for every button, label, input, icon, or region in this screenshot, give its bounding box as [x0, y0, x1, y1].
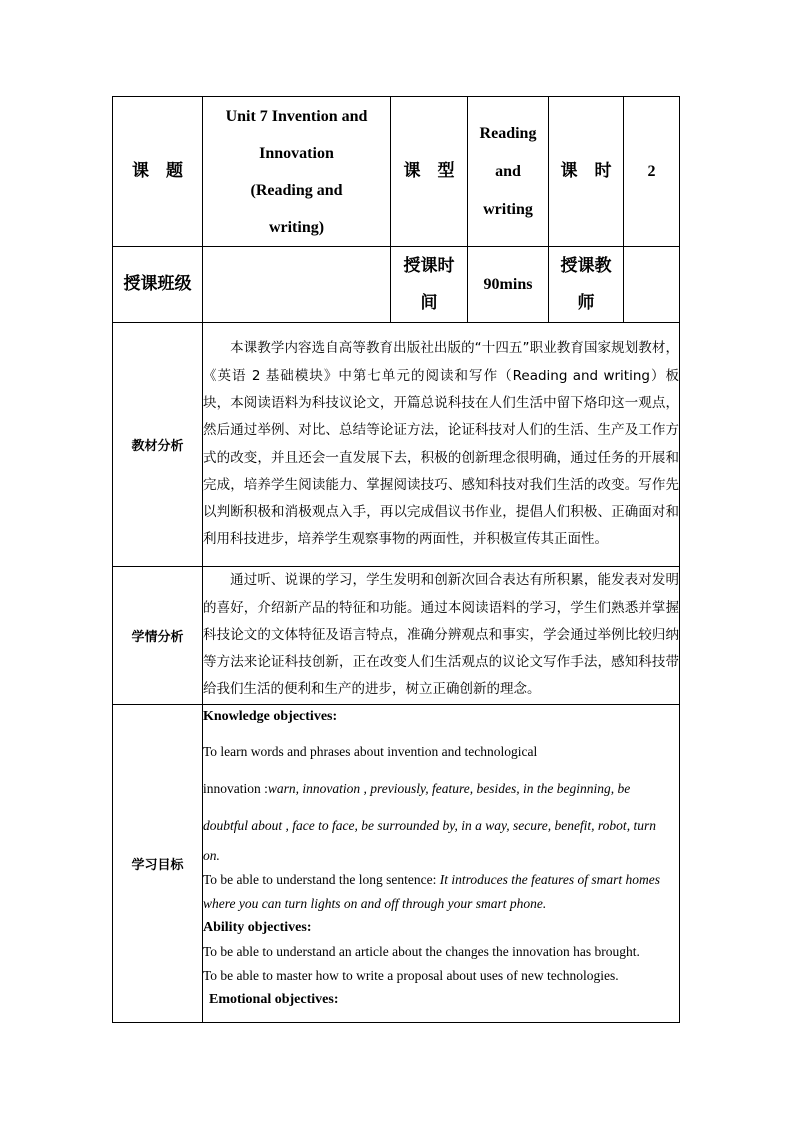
teacher-label-line: 授课教: [560, 255, 612, 276]
header-row: [113, 97, 680, 247]
class-row: [113, 247, 680, 323]
teacher-value: [624, 247, 680, 323]
textbook-analysis-cell: [203, 323, 680, 567]
type-line: Reading: [479, 124, 537, 142]
textbook-analysis-label: 教材分析: [113, 323, 203, 567]
hours-value: 2: [624, 97, 680, 247]
knowledge-line: [203, 844, 679, 868]
title-line: Unit 7 Invention and: [225, 107, 368, 125]
title-line: (Reading and: [250, 181, 343, 199]
lesson-plan-table: [112, 96, 680, 1023]
objectives-label: 学习目标: [113, 705, 203, 1023]
time-label-line: 授课时: [403, 255, 455, 276]
class-label: 授课班级: [113, 247, 203, 323]
time-label-line: 间: [420, 292, 438, 313]
title-line: Innovation: [259, 144, 334, 162]
ability-heading: Ability objectives:: [203, 920, 312, 935]
type-line: writing: [483, 200, 533, 218]
ability-item: To be able to master how to write a proposal about uses of new technologies.: [203, 968, 619, 983]
sentence-italic: It introduces the features of smart homes where you can turn lights on and off through your smart phone.: [203, 872, 660, 911]
textbook-analysis-text: 本课教学内容选自高等教育出版社出版的“十四五”职业教育国家规划教材，《英语 2 基础模块》中第七单元的阅读和写作（Reading and writing）板块，本阅读语料为科技议论文，开篇总说科技在人们生活中留下烙印这一观点，然后通过举例、对比、总结等论证方法，论证科技对人们的生活、生产及工作方式的改变，并且还会一直发展下去，积极的创新理念很明确，通过任务的开展和完成，培养学生阅读能力、掌握阅读技巧、感知科技对我们生活的改变。写作先以判断积极和消极观点入手，再以完成倡议书作业，提倡人们积极、正确面对和利用科技进步，培养学生观察事物的两面性，并积极宣传其正面性。: [203, 340, 679, 548]
student-analysis-row: [113, 567, 680, 705]
student-analysis-cell: [203, 567, 680, 705]
hours-label: 课 时: [549, 97, 624, 247]
knowledge-words: on.: [203, 848, 220, 863]
class-value: [203, 247, 391, 323]
knowledge-line: To learn words and phrases about invention and technological: [203, 744, 538, 759]
time-label: [391, 247, 468, 323]
subject-label: 课 题: [113, 97, 203, 247]
objectives-row: [113, 705, 680, 1023]
sentence-prefix: To be able to understand the long sentence:: [203, 872, 437, 887]
knowledge-heading: Knowledge objectives:: [203, 709, 338, 724]
textbook-analysis-row: [113, 323, 680, 567]
knowledge-sentence: [203, 868, 679, 916]
student-analysis-text: 通过听、说课的学习，学生发明和创新次回合表达有所积累，能发表对发明的喜好，介绍新产品的特征和功能。通过本阅读语料的学习，学生们熟悉并掌握科技论文的文体特征及语言特点，准确分辨观点和事实，学会通过举例比较归纳等方法来论证科技创新，正在改变人们生活观点的议论文写作手法，感知科技带给我们生活的便利和生产的进步，树立正确创新的理念。: [203, 572, 679, 698]
knowledge-line: [203, 807, 679, 844]
lesson-type: [468, 97, 549, 247]
title-line: writing): [268, 218, 325, 236]
objectives-cell: [203, 705, 680, 1023]
knowledge-words: doubtful about , face to face, be surrounded by, in a way, secure, benefit, robot, turn: [203, 818, 656, 833]
knowledge-words: warn, innovation , previously, feature, besides, in the beginning, be: [267, 781, 631, 796]
lesson-title: [203, 97, 391, 247]
student-analysis-label: 学情分析: [113, 567, 203, 705]
type-label: 课 型: [391, 97, 468, 247]
type-line: and: [495, 162, 521, 180]
ability-item: To be able to understand an article about the changes the innovation has brought.: [203, 944, 640, 959]
teacher-label-line: 师: [577, 292, 595, 313]
emotional-heading: Emotional objectives:: [209, 992, 339, 1007]
knowledge-line: [203, 770, 679, 807]
time-value: 90mins: [468, 247, 549, 323]
knowledge-prefix: innovation :: [203, 781, 268, 796]
teacher-label: [549, 247, 624, 323]
